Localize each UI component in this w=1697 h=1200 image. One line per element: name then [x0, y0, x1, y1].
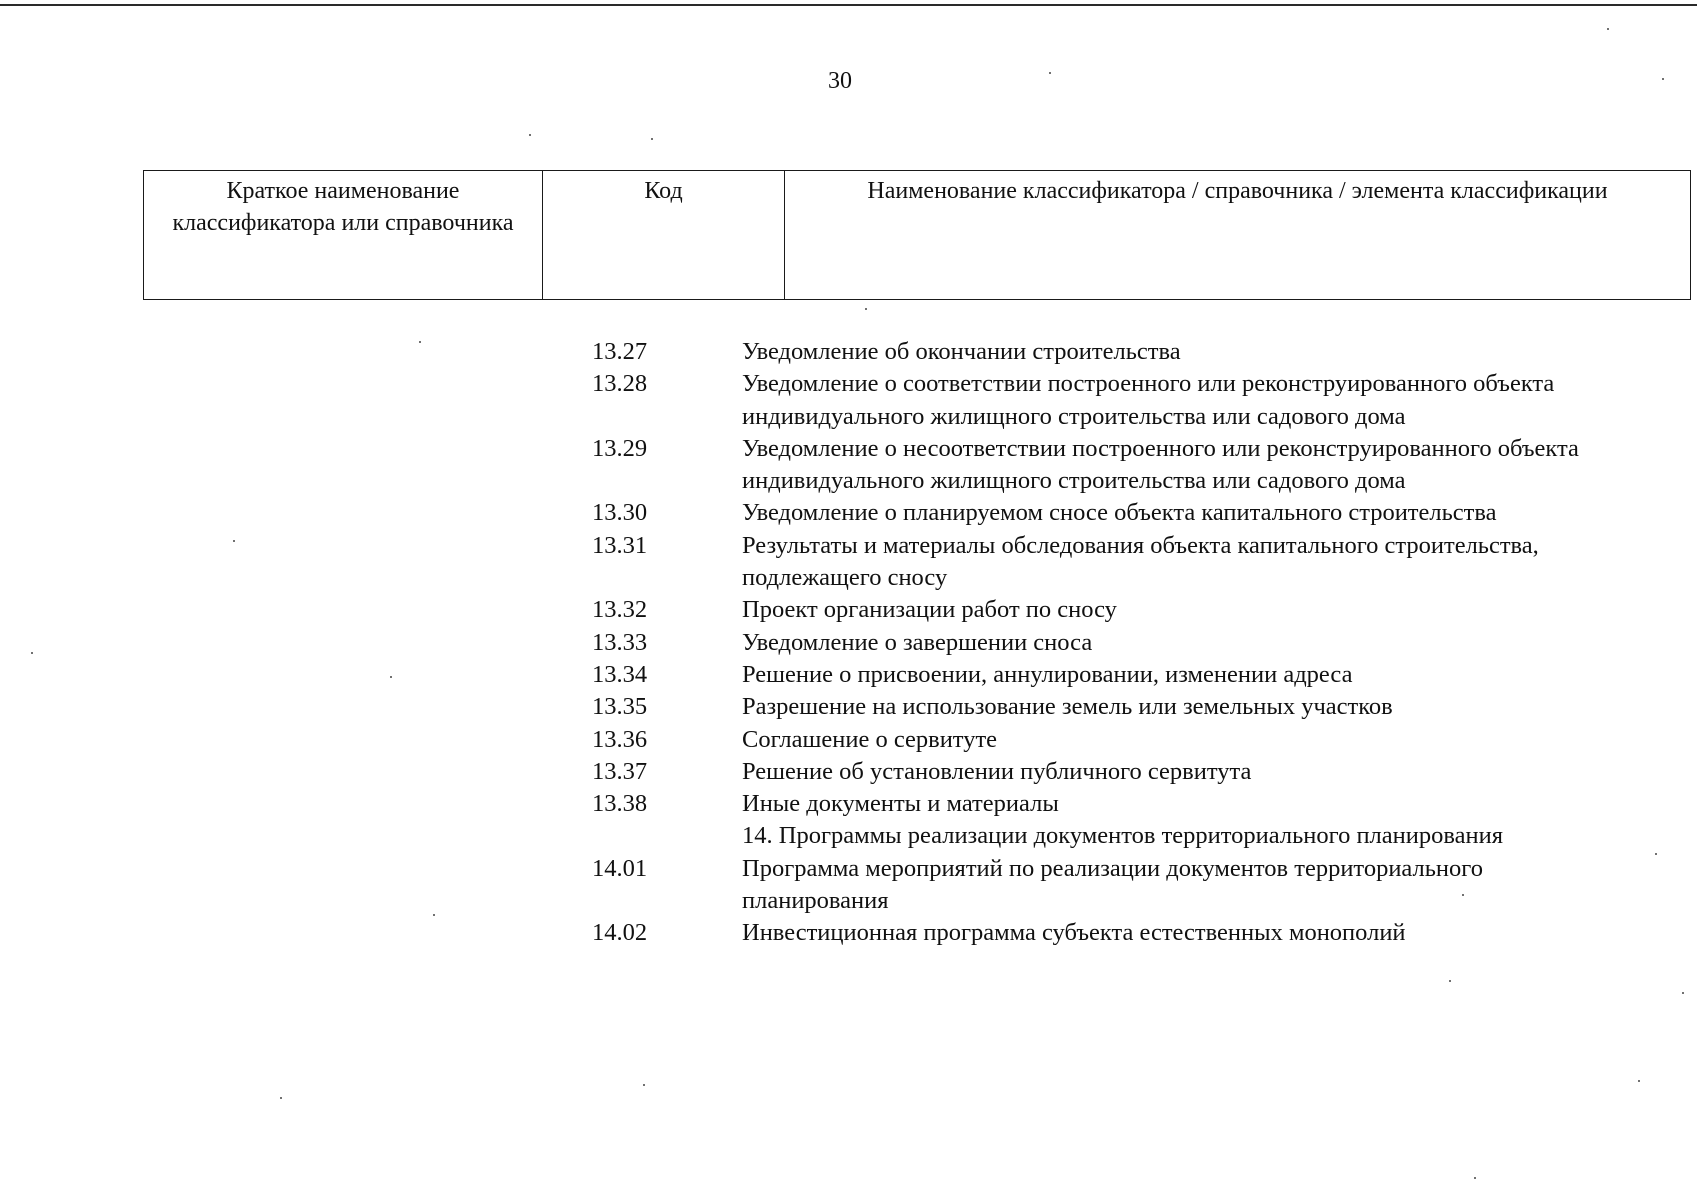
entry-code: 13.32 [592, 596, 648, 624]
entry-row [580, 627, 1610, 659]
entry-name: Решение о присвоении, аннулировании, изменении адреса [742, 660, 1353, 688]
scan-speck [1449, 980, 1451, 982]
entry-row [580, 594, 1610, 626]
entry-row [580, 853, 1610, 918]
header-code: Код [543, 171, 785, 300]
header-row [144, 171, 1691, 300]
entry-code: 14.01 [592, 854, 648, 882]
entry-name: Уведомление об окончании строительства [742, 338, 1181, 365]
scan-speck [1607, 28, 1609, 30]
section-heading: 14. Программы реализации документов территориального планирования [742, 822, 1503, 850]
entry-row [580, 336, 1610, 368]
entry-row [580, 917, 1610, 949]
scan-speck [1662, 78, 1664, 80]
scan-speck [433, 914, 435, 916]
classifier-entries [580, 336, 1610, 950]
entry-code [580, 820, 742, 852]
entry-code: 13.31 [592, 531, 648, 559]
entry-row [580, 433, 1610, 498]
entry-row [580, 691, 1610, 723]
top-border-line [0, 4, 1697, 6]
scan-speck [419, 341, 421, 343]
page-number: 30 [828, 68, 852, 94]
scan-speck [280, 1097, 282, 1099]
entry-name: Разрешение на использование земель или земельных участков [742, 693, 1393, 721]
entry-code: 13.36 [592, 725, 648, 753]
header-name: Наименование классификатора / справочника / элемента классификации [785, 171, 1691, 300]
scan-speck [1474, 1177, 1476, 1179]
entry-row [580, 659, 1610, 691]
entry-code: 13.35 [592, 693, 648, 721]
scan-speck [31, 652, 33, 654]
scan-speck [1655, 853, 1657, 855]
entry-name: Проект организации работ по сносу [742, 596, 1117, 624]
entry-name: Результаты и материалы обследования объекта капитального строительства, подлежащего сносу [742, 531, 1539, 592]
entry-row [580, 497, 1610, 529]
entry-name: Уведомление о соответствии построенного или реконструированного объекта индивидуального жилищного строительства или садового дома [742, 370, 1555, 430]
scan-speck [651, 138, 653, 140]
entry-row [580, 368, 1610, 433]
section-heading-row [580, 820, 1610, 852]
entry-row [580, 756, 1610, 788]
entry-row [580, 788, 1610, 820]
entry-code: 13.30 [592, 499, 648, 527]
entry-code: 13.37 [592, 757, 648, 785]
entry-name: Программа мероприятий по реализации документов территориального планирования [742, 854, 1483, 915]
entry-name: Решение об установлении публичного сервитута [742, 757, 1252, 785]
scan-speck [529, 134, 531, 136]
scan-speck [1049, 72, 1051, 74]
entry-code: 13.27 [592, 338, 648, 365]
scan-speck [1462, 894, 1464, 896]
entry-name: Уведомление о несоответствии построенного или реконструированного объекта индивидуального жилищного строительства или садового дома [742, 434, 1579, 495]
entry-code: 13.29 [592, 434, 648, 462]
entry-name: Инвестиционная программа субъекта естественных монополий [742, 919, 1406, 947]
entry-code: 14.02 [592, 919, 648, 947]
entry-code: 13.34 [592, 660, 648, 688]
entry-code: 13.28 [592, 370, 648, 398]
entry-name: Уведомление о завершении сноса [742, 628, 1093, 656]
scan-speck [643, 1084, 645, 1086]
scan-speck [1682, 992, 1684, 994]
entry-name: Иные документы и материалы [742, 790, 1059, 818]
entry-code: 13.38 [592, 790, 648, 818]
scan-speck [865, 308, 867, 310]
entry-row [580, 530, 1610, 595]
scan-speck [1638, 1080, 1640, 1082]
scan-speck [390, 676, 392, 678]
entry-row [580, 724, 1610, 756]
scan-speck [233, 540, 235, 542]
header-short-name: Краткое наименование классификатора или справочника [144, 171, 543, 300]
entry-name: Соглашение о сервитуте [742, 725, 998, 753]
entry-name: Уведомление о планируемом сносе объекта капитального строительства [742, 499, 1497, 527]
entry-code: 13.33 [592, 628, 648, 656]
classifier-header-table [143, 170, 1691, 300]
